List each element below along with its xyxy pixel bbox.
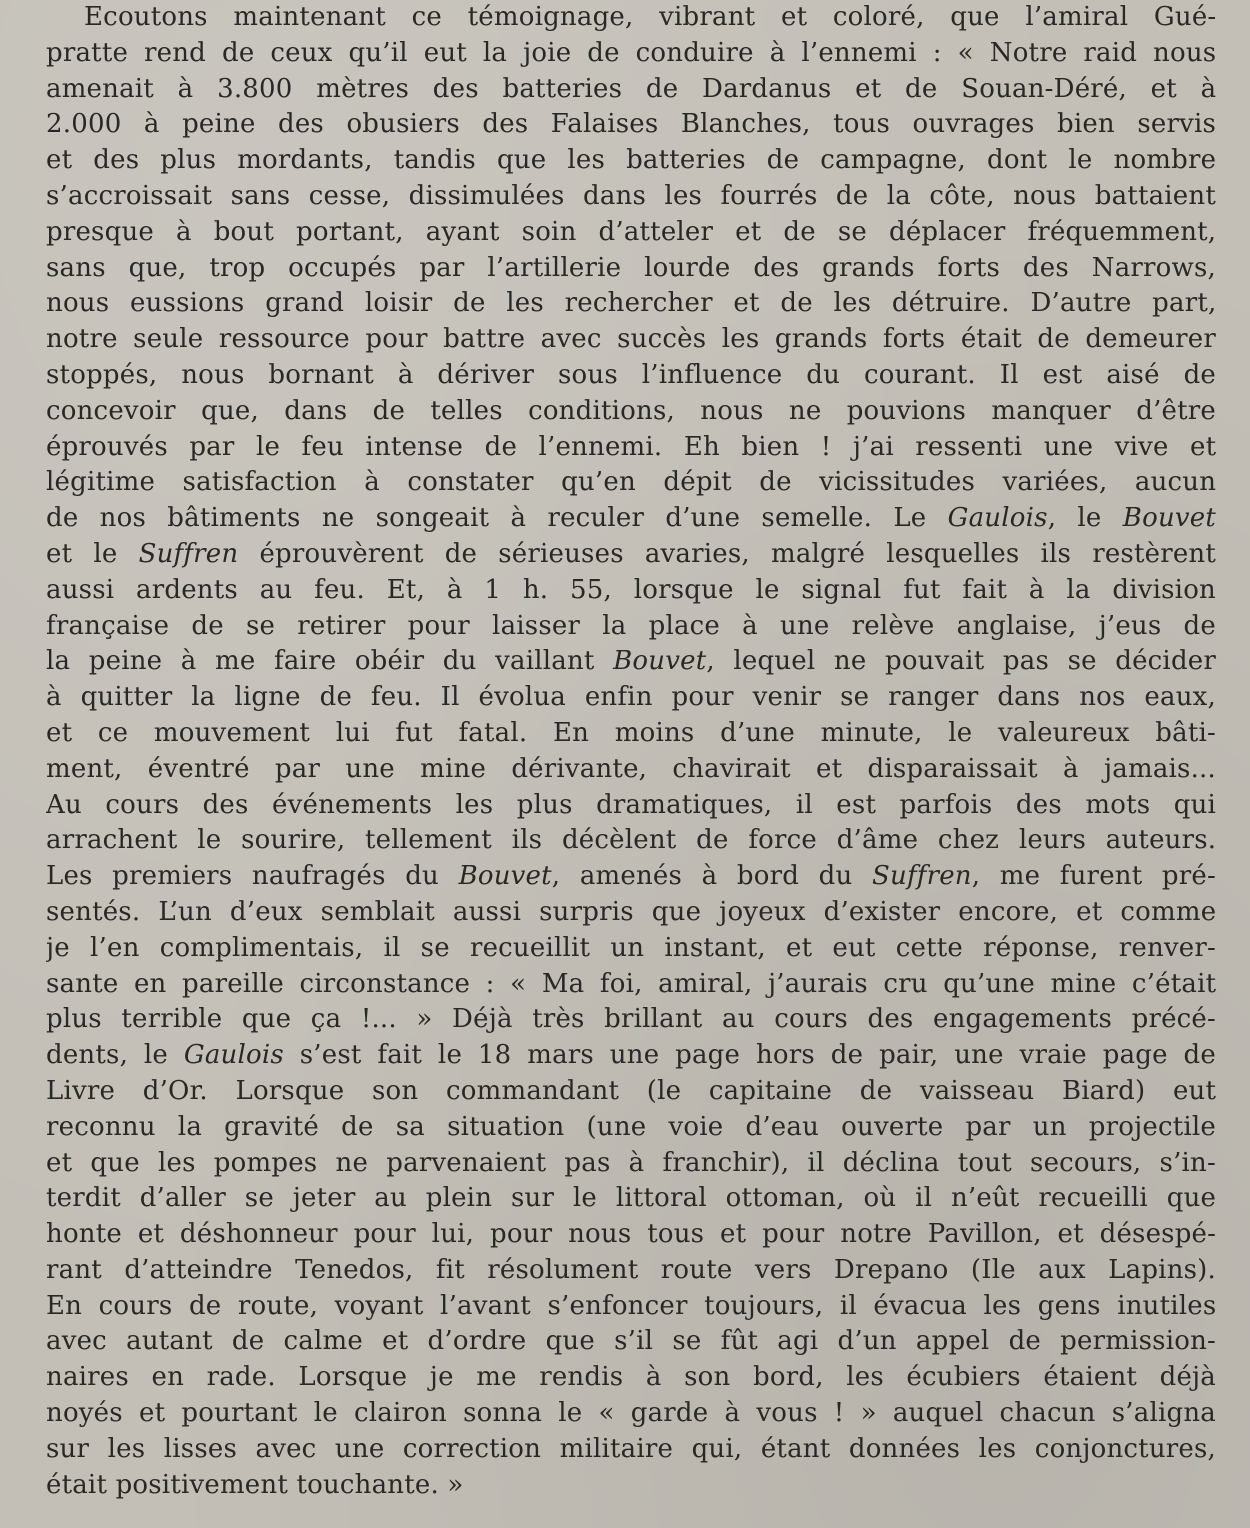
text-segment: noyés et pourtant le clairon sonna le « garde à vous ! » auquel chacun s’aligna bbox=[46, 1398, 1216, 1429]
text-segment: terdit d’aller se jeter au plein sur le littoral ottoman, où il n’eût recueilli que bbox=[46, 1183, 1216, 1214]
text-segment: de nos bâtiments ne songeait à reculer d’une semelle. Le bbox=[46, 503, 948, 534]
text-segment: naires en rade. Lorsque je me rendis à son bord, les écubiers étaient déjà bbox=[46, 1362, 1216, 1393]
text-segment: , lequel ne pouvait pas se décider bbox=[706, 646, 1216, 677]
text-segment: plus terrible que ça !... » Déjà très brillant au cours des engagements précé- bbox=[46, 1004, 1216, 1035]
text-segment: s’est fait le 18 mars une page hors de pair, une vraie page de bbox=[283, 1040, 1216, 1071]
text-line bbox=[46, 501, 1216, 537]
text-segment: et que les pompes ne parvenaient pas à franchir), il déclina tout secours, s’in- bbox=[46, 1147, 1216, 1178]
text-line bbox=[46, 1468, 1216, 1504]
text-segment: et des plus mordants, tandis que les batteries de campagne, dont le nombre bbox=[46, 145, 1216, 176]
text-segment: était positivement touchante. » bbox=[46, 1469, 464, 1500]
text-line bbox=[46, 1396, 1216, 1432]
ship-name-italic: Bouvet bbox=[613, 646, 707, 677]
text-line bbox=[46, 430, 1216, 466]
text-segment: aussi ardents au feu. Et, à 1 h. 55, lorsque le signal fut fait à la division bbox=[46, 574, 1216, 605]
text-segment: reconnu la gravité de sa situation (une voie d’eau ouverte par un projectile bbox=[46, 1111, 1216, 1142]
text-segment: je l’en complimentais, il se recueillit un instant, et eut cette réponse, renver- bbox=[46, 932, 1216, 963]
text-segment: dents, le bbox=[46, 1040, 184, 1071]
text-segment: En cours de route, voyant l’avant s’enfoncer toujours, il évacua les gens inutiles bbox=[46, 1290, 1216, 1321]
text-segment: honte et déshonneur pour lui, pour nous tous et pour notre Pavillon, et désespé- bbox=[46, 1219, 1216, 1250]
text-segment: amenait à 3.800 mètres des batteries de Dardanus et de Souan-Déré, et à bbox=[46, 73, 1216, 104]
text-line bbox=[46, 1181, 1216, 1217]
text-segment: française de se retirer pour laisser la place à une relève anglaise, j’eus de bbox=[46, 610, 1216, 641]
text-segment: et le bbox=[46, 538, 139, 569]
text-line bbox=[46, 644, 1216, 680]
text-line bbox=[46, 1360, 1216, 1396]
text-line bbox=[46, 72, 1216, 108]
text-line bbox=[46, 680, 1216, 716]
text-line bbox=[46, 1146, 1216, 1182]
text-segment: pratte rend de ceux qu’il eut la joie de conduire à l’ennemi : « Notre raid nous bbox=[46, 37, 1216, 68]
text-line bbox=[46, 215, 1216, 251]
text-line bbox=[46, 1217, 1216, 1253]
text-line bbox=[46, 931, 1216, 967]
text-line bbox=[46, 609, 1216, 645]
text-line bbox=[46, 1074, 1216, 1110]
text-segment: notre seule ressource pour battre avec succès les grands forts était de demeurer bbox=[46, 324, 1216, 355]
text-line bbox=[46, 967, 1216, 1003]
text-line bbox=[46, 1289, 1216, 1325]
text-line bbox=[46, 752, 1216, 788]
text-line bbox=[46, 823, 1216, 859]
ship-name-italic: Gaulois bbox=[947, 503, 1048, 534]
text-line bbox=[46, 573, 1216, 609]
text-line bbox=[46, 394, 1216, 430]
text-segment: sentés. L’un d’eux semblait aussi surpris que joyeux d’exister encore, et comme bbox=[46, 896, 1216, 927]
text-line bbox=[46, 1432, 1216, 1468]
text-segment: Au cours des événements les plus dramatiques, il est parfois des mots qui bbox=[46, 789, 1216, 820]
text-segment: nous eussions grand loisir de les rechercher et de les détruire. D’autre part, bbox=[46, 288, 1216, 319]
text-segment: 2.000 à peine des obusiers des Falaises Blanches, tous ouvrages bien servis bbox=[46, 109, 1216, 140]
text-segment: , le bbox=[1047, 503, 1123, 534]
text-line bbox=[46, 1324, 1216, 1360]
text-segment: , me furent pré- bbox=[971, 861, 1216, 892]
text-segment: Les premiers naufragés du bbox=[46, 861, 459, 892]
text-segment: sans que, trop occupés par l’artillerie lourde des grands forts des Narrows, bbox=[46, 252, 1216, 283]
ship-name-italic: Suffren bbox=[138, 538, 239, 569]
text-line bbox=[46, 716, 1216, 752]
text-line bbox=[46, 251, 1216, 287]
text-line bbox=[46, 788, 1216, 824]
text-segment: presque à bout portant, ayant soin d’atteler et de se déplacer fréquemment, bbox=[46, 216, 1216, 247]
text-line bbox=[46, 895, 1216, 931]
text-line bbox=[46, 179, 1216, 215]
text-segment: sur les lisses avec une correction militaire qui, étant données les conjonctures, bbox=[46, 1433, 1216, 1464]
ship-name-italic: Gaulois bbox=[183, 1040, 284, 1071]
text-line bbox=[46, 0, 1216, 36]
text-segment: rant d’atteindre Tenedos, fit résolument route vers Drepano (Ile aux Lapins). bbox=[46, 1254, 1216, 1285]
text-line bbox=[46, 286, 1216, 322]
text-segment: la peine à me faire obéir du vaillant bbox=[46, 646, 614, 677]
text-segment: avec autant de calme et d’ordre que s’il se fût agi d’un appel de permission- bbox=[46, 1326, 1216, 1357]
text-line bbox=[46, 358, 1216, 394]
text-line bbox=[46, 322, 1216, 358]
text-line bbox=[46, 465, 1216, 501]
text-segment: à quitter la ligne de feu. Il évolua enfin pour venir se ranger dans nos eaux, bbox=[46, 682, 1216, 713]
text-line bbox=[46, 859, 1216, 895]
text-line bbox=[46, 1110, 1216, 1146]
text-segment: concevoir que, dans de telles conditions, nous ne pouvions manquer d’être bbox=[46, 395, 1216, 426]
ship-name-italic: Bouvet bbox=[1122, 503, 1216, 534]
text-line bbox=[46, 1038, 1216, 1074]
text-segment: Livre d’Or. Lorsque son commandant (le capitaine de vaisseau Biard) eut bbox=[46, 1075, 1216, 1106]
text-line bbox=[46, 36, 1216, 72]
ship-name-italic: Bouvet bbox=[458, 861, 552, 892]
text-segment: , amenés à bord du bbox=[551, 861, 872, 892]
text-segment: s’accroissait sans cesse, dissimulées dans les fourrés de la côte, nous battaient bbox=[46, 180, 1216, 211]
text-segment: éprouvèrent de sérieuses avaries, malgré lesquelles ils restèrent bbox=[238, 538, 1216, 569]
text-segment: légitime satisfaction à constater qu’en dépit de vicissitudes variées, aucun bbox=[46, 467, 1216, 498]
text-line bbox=[46, 1002, 1216, 1038]
text-line bbox=[46, 537, 1216, 573]
body-text bbox=[46, 0, 1216, 1503]
text-segment: Ecoutons maintenant ce témoignage, vibrant et coloré, que l’amiral Gué- bbox=[84, 2, 1216, 32]
text-segment: arrachent le sourire, tellement ils décèlent de force d’âme chez leurs auteurs. bbox=[46, 825, 1216, 856]
text-segment: stoppés, nous bornant à dériver sous l’influence du courant. Il est aisé de bbox=[46, 359, 1216, 390]
ship-name-italic: Suffren bbox=[871, 861, 972, 892]
text-segment: éprouvés par le feu intense de l’ennemi. Eh bien ! j’ai ressenti une vive et bbox=[46, 431, 1216, 462]
text-segment: sante en pareille circonstance : « Ma foi, amiral, j’aurais cru qu’une mine c’était bbox=[46, 968, 1216, 999]
text-line bbox=[46, 143, 1216, 179]
text-segment: ment, éventré par une mine dérivante, chavirait et disparaissait à jamais... bbox=[46, 753, 1216, 784]
text-line bbox=[46, 107, 1216, 143]
text-segment: et ce mouvement lui fut fatal. En moins d’une minute, le valeureux bâti- bbox=[46, 717, 1216, 748]
text-line bbox=[46, 1253, 1216, 1289]
